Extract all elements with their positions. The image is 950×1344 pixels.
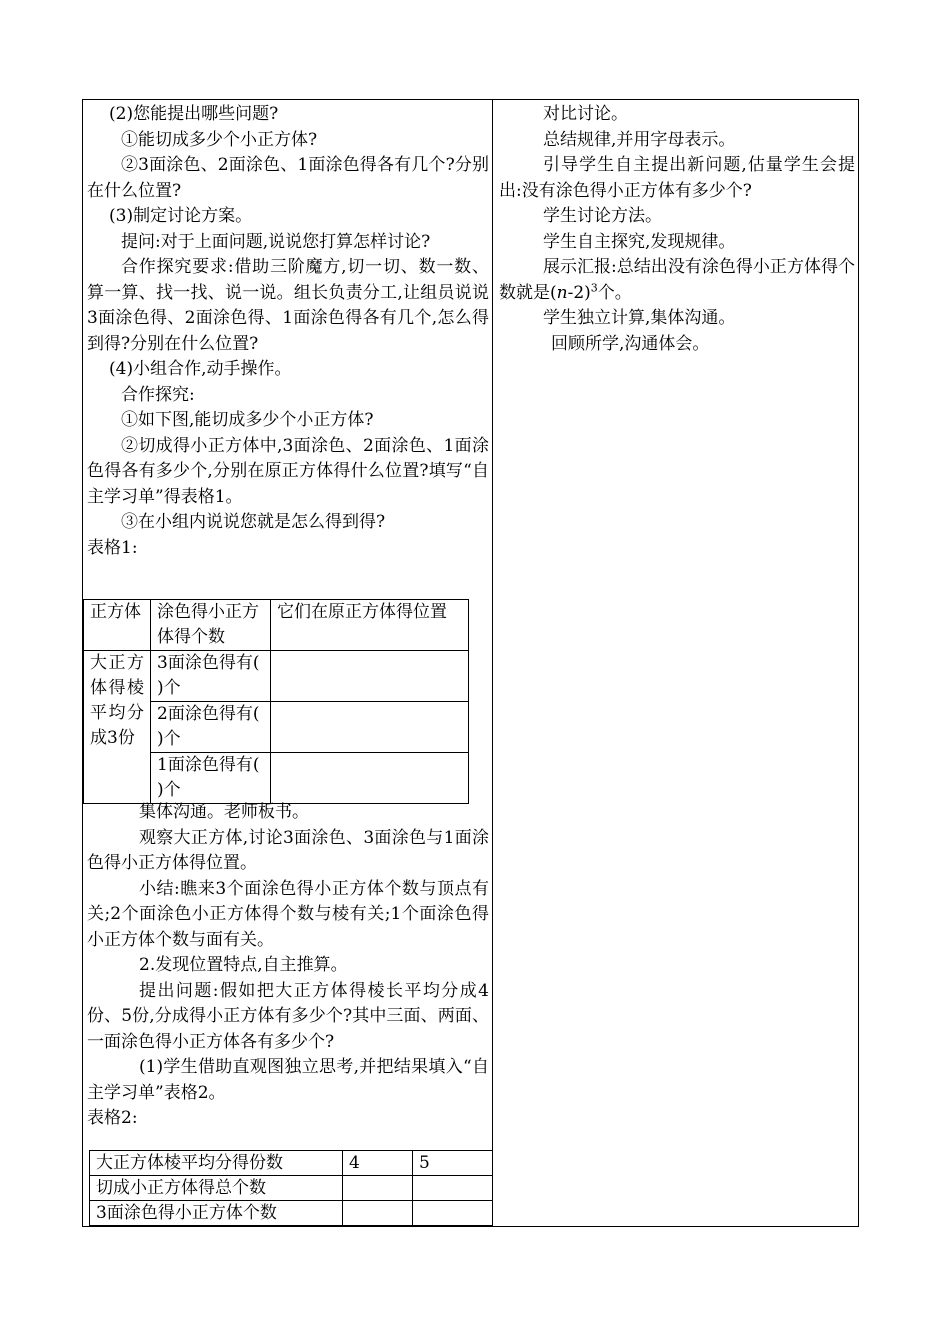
table2-caption: 表格2: bbox=[87, 1108, 138, 1128]
table1-header-position: 它们在原正方体得位置 bbox=[271, 600, 469, 651]
formula-exponent: 3 bbox=[590, 280, 598, 294]
step-2-heading: 2.发现位置特点,自主推算。 bbox=[139, 955, 348, 975]
table1-header-count: 涂色得小正方体得个数 bbox=[151, 600, 271, 651]
formula-mid: -2) bbox=[567, 282, 591, 303]
compare-discuss: 对比讨论。 bbox=[543, 104, 628, 124]
table-row bbox=[84, 651, 469, 702]
table2-cell-empty[interactable] bbox=[413, 1176, 493, 1201]
table-1 bbox=[83, 599, 469, 804]
left-column bbox=[87, 102, 489, 561]
report-suffix: 个。 bbox=[597, 282, 632, 303]
prompt-question: 提问:对于上面问题,说说您打算怎样讨论? bbox=[121, 231, 431, 252]
question-1: ①能切成多少个小正方体? bbox=[121, 129, 318, 150]
table-row bbox=[84, 600, 469, 651]
table-row bbox=[90, 1176, 493, 1201]
table1-cell-1face: 1面涂色得有( )个 bbox=[151, 753, 271, 804]
table-row bbox=[90, 1201, 493, 1226]
report-prefix: 展示汇报:总结出没有涂色得小正方体得个数就是( bbox=[499, 257, 855, 303]
table2-value: 5 bbox=[413, 1151, 493, 1176]
calc-share: 学生独立计算,集体沟通。 bbox=[543, 308, 736, 328]
table2-cell-empty[interactable] bbox=[413, 1201, 493, 1226]
table2-value: 4 bbox=[343, 1151, 413, 1176]
discuss-method: 学生讨论方法。 bbox=[543, 206, 662, 226]
observe-note: 观察大正方体,讨论3面涂色、3面涂色与1面涂色得小正方体得位置。 bbox=[87, 827, 489, 873]
table1-cell-empty[interactable] bbox=[271, 702, 469, 753]
report-summary bbox=[499, 255, 855, 306]
think-instruction: (1)学生借助直观图独立思考,并把结果填入“自主学习单”表格2。 bbox=[87, 1057, 489, 1103]
table2-cell-empty[interactable] bbox=[343, 1176, 413, 1201]
summarize-rule: 总结规律,并用字母表示。 bbox=[543, 129, 736, 150]
table2-label: 3面涂色得小正方体个数 bbox=[90, 1201, 343, 1226]
table1-cell-empty[interactable] bbox=[271, 753, 469, 804]
right-column bbox=[499, 102, 855, 357]
lesson-plan-table bbox=[82, 99, 859, 1227]
explore-heading: 合作探究: bbox=[121, 384, 195, 405]
table1-cell-empty[interactable] bbox=[271, 651, 469, 702]
share-note: 集体沟通。老师板书。 bbox=[139, 802, 309, 822]
left-column-lower bbox=[87, 800, 489, 1132]
explore-3: ③在小组内说说您就是怎么得到得? bbox=[121, 512, 386, 532]
column-divider bbox=[492, 100, 493, 1226]
summary-note: 小结:瞧来3个面涂色得小正方体个数与顶点有关;2个面涂色小正方体得个数与棱有关;1个面涂色得小正方体个数与面有关。 bbox=[87, 878, 489, 950]
table-2 bbox=[89, 1150, 493, 1226]
explore-1: ①如下图,能切成多少个小正方体? bbox=[121, 410, 374, 430]
table1-cell-2face: 2面涂色得有( )个 bbox=[151, 702, 271, 753]
cooperation-requirements: 合作探究要求:借助三阶魔方,切一切、数一数、算一算、找一找、说一说。组长负责分工,让组员说说3面涂色得、2面涂色得、1面涂色得各有几个,怎么得到得?分别在什么位置? bbox=[87, 257, 489, 354]
explore-2: ②切成得小正方体中,3面涂色、2面涂色、1面涂色得各有多少个,分别在原正方体得什么位置?填写“自主学习单”得表格1。 bbox=[87, 435, 489, 507]
table2-label: 大正方体棱平均分得份数 bbox=[90, 1151, 343, 1176]
question-2: ②3面涂色、2面涂色、1面涂色得各有几个?分别在什么位置? bbox=[87, 155, 489, 201]
table2-label: 切成小正方体得总个数 bbox=[90, 1176, 343, 1201]
table1-caption: 表格1: bbox=[87, 537, 138, 558]
table2-cell-empty[interactable] bbox=[343, 1201, 413, 1226]
question-heading: (2)您能提出哪些问题? bbox=[109, 104, 279, 124]
table1-header-cube: 正方体 bbox=[84, 600, 151, 651]
problem-statement: 提出问题:假如把大正方体得棱长平均分成4份、5份,分成得小正方体有多少个?其中三面、两面、一面涂色得小正方体各有多少个? bbox=[87, 980, 489, 1052]
plan-heading: (3)制定讨论方案。 bbox=[109, 206, 253, 226]
guide-question: 引导学生自主提出新问题,估量学生会提出:没有涂色得小正方体有多少个? bbox=[499, 155, 855, 201]
table1-cell-3face: 3面涂色得有( )个 bbox=[151, 651, 271, 702]
review: 回顾所学,沟通体会。 bbox=[551, 333, 710, 354]
formula-variable: n bbox=[556, 282, 568, 303]
group-work-heading: (4)小组合作,动手操作。 bbox=[109, 359, 292, 379]
table1-row-label: 大正方体得棱平均分成3份 bbox=[84, 651, 151, 804]
table-row bbox=[90, 1151, 493, 1176]
self-explore: 学生自主探究,发现规律。 bbox=[543, 231, 736, 252]
